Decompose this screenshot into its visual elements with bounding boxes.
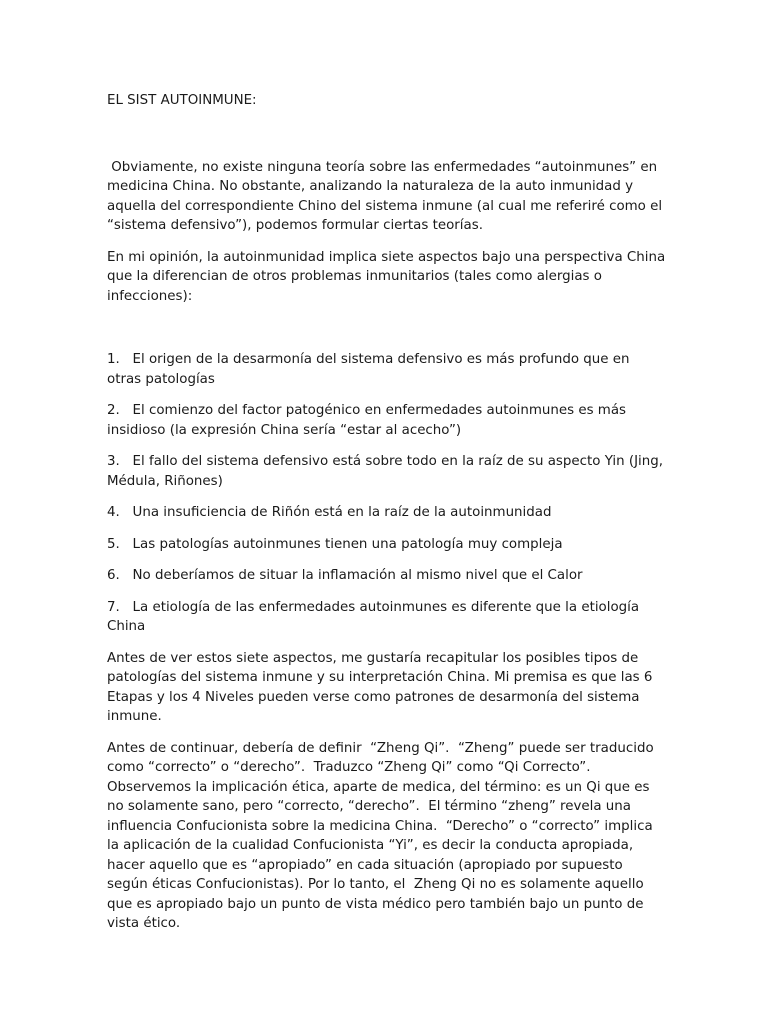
intro-paragraph-2: En mi opinión, la autoinmunidad implica siete aspectos bajo una perspectiva China que la diferencian de otros problemas inmunitarios (tales como alergias o infecciones):: [107, 249, 670, 304]
aspects-list: [107, 350, 667, 637]
document-page: [107, 91, 670, 946]
list-item: 5. Las patologías autoinmunes tienen una patología muy compleja: [107, 536, 563, 552]
list-item: 4. Una insuficiencia de Riñón está en la raíz de la autoinmunidad: [107, 505, 552, 520]
document-title: EL SIST AUTOINMUNE:: [107, 93, 257, 108]
closing-paragraph-2: Antes de continuar, debería de definir “Zheng Qi”. “Zheng” puede ser traducido como “correcto” o “derecho”. Traduzco “Zheng Qi” como “Qi Correcto”. Observemos la implicación ética, aparte de medica, del término: es un Qi que es no solamente sano, pero “correcto, “derecho”. El término “zheng” revela una influencia Confucionista sobre la medicina China. “Derecho” o “correcto” implica la aplicación de la cualidad Confucionista “Yi”, es decir la conducta apropiada, hacer aquello que es “apropiado” en cada situación (apropiado por supuesto según éticas Confucionistas). Por lo tanto, el Zheng Qi no es solamente aquello que es apropiado bajo un punto de vista médico pero también bajo un punto de vista ético.: [107, 740, 658, 931]
list-item: 3. El fallo del sistema defensivo está sobre todo en la raíz de su aspecto Yin (Jing, Médula, Riñones): [107, 454, 668, 489]
closing-paragraph-1: Antes de ver estos siete aspectos, me gustaría recapitular los posibles tipos de patologías del sistema inmune y su interpretación China. Mi premisa es que las 6 Etapas y los 4 Niveles pueden verse como patrones de desarmonía del sistema inmune.: [107, 650, 657, 724]
list-item: 1. El origen de la desarmonía del sistema defensivo es más profundo que en otras patologías: [107, 352, 634, 387]
intro-paragraph-1: Obviamente, no existe ninguna teoría sobre las enfermedades “autoinmunes” en medicina China. No obstante, analizando la naturaleza de la auto inmunidad y aquella del correspondiente Chino del sistema inmune (al cual me referiré como el “sistema defensivo”), podemos formular ciertas teorías.: [107, 159, 667, 233]
list-item: 6. No deberíamos de situar la inflamación al mismo nivel que el Calor: [107, 568, 583, 583]
list-item: 2. El comienzo del factor patogénico en enfermedades autoinmunes es más insidioso (la expresión China sería “estar al acecho”): [107, 403, 631, 438]
list-item: 7. La etiología de las enfermedades autoinmunes es diferente que la etiología China: [107, 599, 644, 634]
